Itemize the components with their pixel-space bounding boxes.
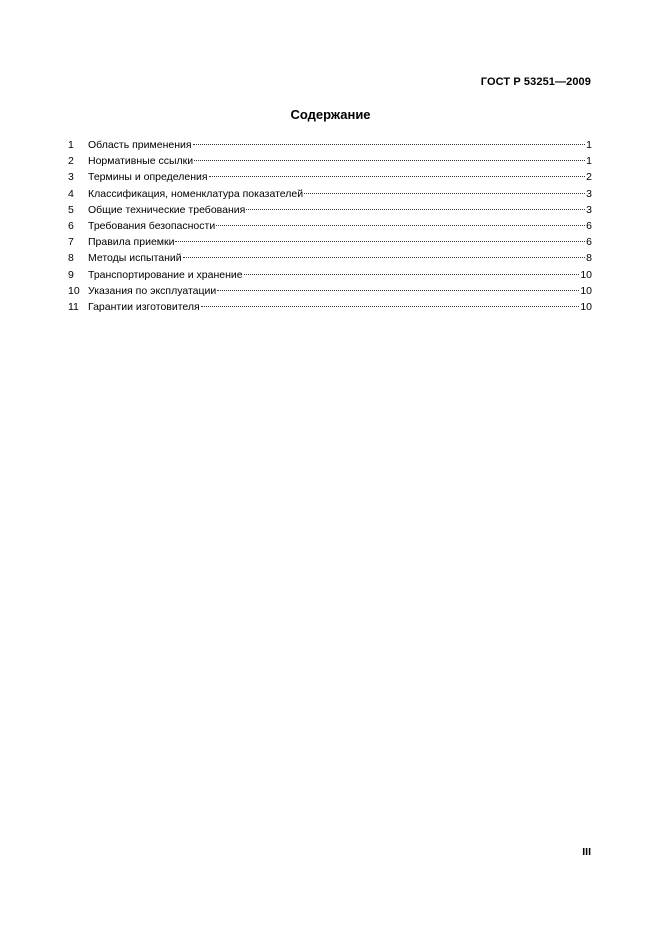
toc-leader-dots <box>209 176 586 177</box>
toc-entry-number: 4 <box>68 187 74 200</box>
toc-entry[interactable] <box>68 202 592 218</box>
toc-entry-label: Методы испытаний <box>88 252 182 265</box>
toc-leader-dots <box>244 274 580 275</box>
toc-entry-page: 10 <box>580 268 592 281</box>
toc-entry-number: 10 <box>68 284 80 297</box>
toc-entry-page: 3 <box>586 203 592 216</box>
toc-entry-label: Область применения <box>88 139 192 151</box>
toc-leader-dots <box>183 257 586 258</box>
toc-title: Содержание <box>290 107 371 122</box>
toc-entry[interactable] <box>68 250 592 266</box>
toc-leader-dots <box>217 290 579 291</box>
toc-entry-number: 11 <box>68 300 79 313</box>
toc-leader-dots <box>201 306 580 307</box>
toc-leader-dots <box>194 160 585 161</box>
toc-entry[interactable] <box>68 234 592 250</box>
toc-entry[interactable] <box>68 218 592 234</box>
toc-entry-label: Классификация, номенклатура показателей <box>88 187 304 200</box>
toc-entry-number: 9 <box>68 268 74 281</box>
toc-entry-label: Требования безопасности <box>88 219 216 232</box>
toc-entry-page: 10 <box>580 284 592 297</box>
toc-entry-label: Термины и определения <box>88 171 208 184</box>
toc-entry-page: 6 <box>586 236 592 249</box>
toc-entry-number: 5 <box>68 203 74 216</box>
toc-entry-page: 3 <box>586 187 592 200</box>
toc-entry-label: Транспортирование и хранение <box>88 268 243 281</box>
toc-entry-page: 2 <box>586 171 592 184</box>
toc-entry[interactable] <box>68 153 592 169</box>
toc-entry-label: Общие технические требования <box>88 203 246 216</box>
toc-entry-number: 7 <box>68 236 74 249</box>
toc-entry-number: 6 <box>68 219 74 232</box>
toc-entry-number: 8 <box>68 252 74 265</box>
toc-entry[interactable] <box>68 299 592 315</box>
table-of-contents <box>68 137 592 315</box>
document-code: ГОСТ Р 53251—2009 <box>480 76 591 88</box>
toc-entry-label: Гарантии изготовителя <box>88 300 200 313</box>
toc-entry-number: 1 <box>68 139 74 151</box>
toc-entry-number: 3 <box>68 171 74 184</box>
page-number: III <box>582 846 591 858</box>
toc-entry-page: 1 <box>586 139 592 151</box>
toc-entry[interactable] <box>68 186 592 202</box>
toc-entry-page: 6 <box>586 219 592 232</box>
toc-entry[interactable] <box>68 169 592 185</box>
toc-entry-label: Правила приемки <box>88 236 175 249</box>
toc-leader-dots <box>175 241 585 242</box>
toc-entry-page: 10 <box>580 300 592 313</box>
toc-entry-page: 8 <box>586 252 592 265</box>
toc-entry-label: Нормативные ссылки <box>88 155 194 168</box>
toc-leader-dots <box>216 225 585 226</box>
toc-entry[interactable] <box>68 137 592 153</box>
toc-leader-dots <box>246 209 585 210</box>
toc-entry-label: Указания по эксплуатации <box>88 284 217 297</box>
toc-entry-number: 2 <box>68 155 74 168</box>
toc-leader-dots <box>304 193 585 194</box>
toc-entry[interactable] <box>68 283 592 299</box>
toc-entry[interactable] <box>68 267 592 283</box>
toc-leader-dots <box>193 144 586 145</box>
toc-entry-page: 1 <box>586 155 592 168</box>
